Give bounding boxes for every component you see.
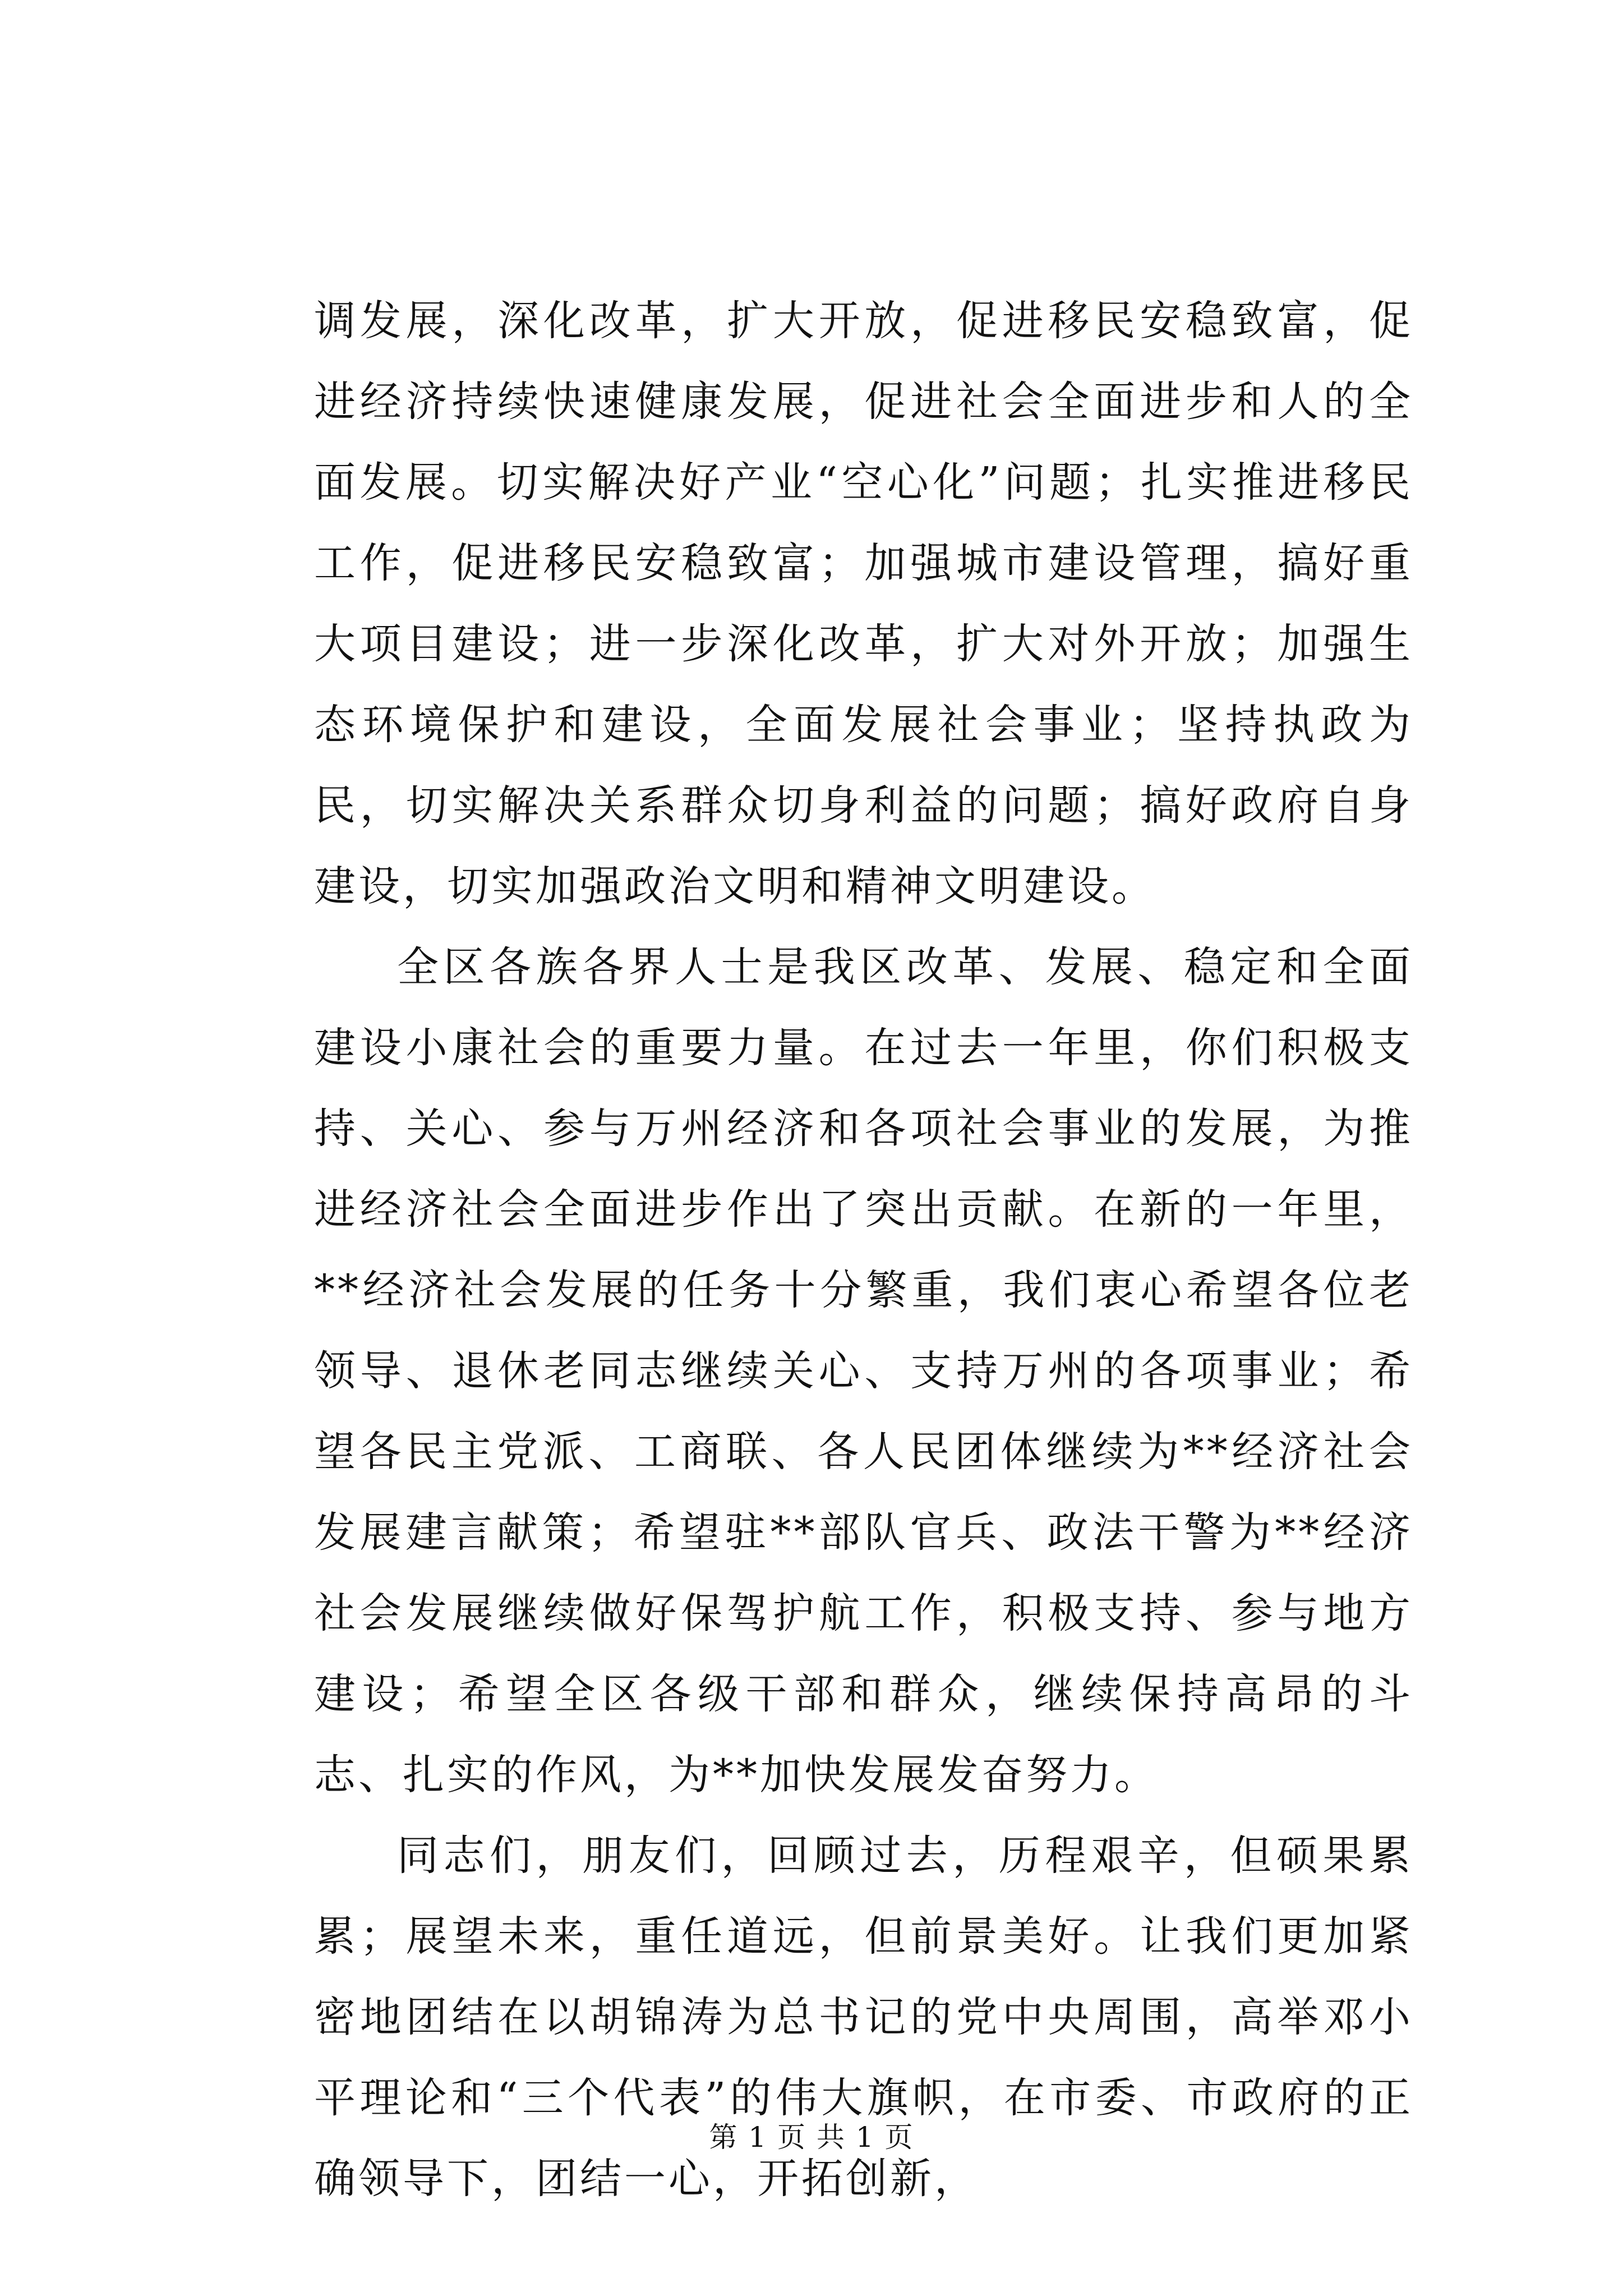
page-footer: 第 1 页 共 1 页 (709, 2121, 914, 2154)
paragraph-1: 调发展，深化改革，扩大开放，促进移民安稳致富，促进经济持续快速健康发展，促进社会全面进步和人的全面发展。切实解决好产业“空心化”问题；扎实推进移民工作，促进移民安稳致富；加强城市建设管理，搞好重大项目建设；进一步深化改革，扩大对外开放；加强生态环境保护和建设，全面发展社会事业；坚持执政为民，切实解决关系群众切身利益的问题；搞好政府自身建设，切实加强政治文明和精神文明建设。 (314, 297, 1413, 910)
paragraph-3: 同志们，朋友们，回顾过去，历程艰辛，但硕果累累；展望未来，重任道远，但前景美好。让我们更加紧密地团结在以胡锦涛为总书记的党中央周围，高举邓小平理论和“三个代表”的伟大旗帜，在市委、市政府的正确领导下，团结一心，开拓创新， (314, 1832, 1413, 2203)
document-body (314, 280, 1413, 2219)
paragraph-2: 全区各族各界人士是我区改革、发展、稳定和全面建设小康社会的重要力量。在过去一年里，你们积极支持、关心、参与万州经济和各项社会事业的发展，为推进经济社会全面进步作出了突出贡献。在新的一年里，**经济社会发展的任务十分繁重，我们衷心希望各位老领导、退休老同志继续关心、支持万州的各项事业；希望各民主党派、工商联、各人民团体继续为**经济社会发展建言献策；希望驻**部队官兵、政法干警为**经济社会发展继续做好保驾护航工作，积极支持、参与地方建设；希望全区各级干部和群众，继续保持高昂的斗志、扎实的作风，为**加快发展发奋努力。 (314, 943, 1413, 1799)
